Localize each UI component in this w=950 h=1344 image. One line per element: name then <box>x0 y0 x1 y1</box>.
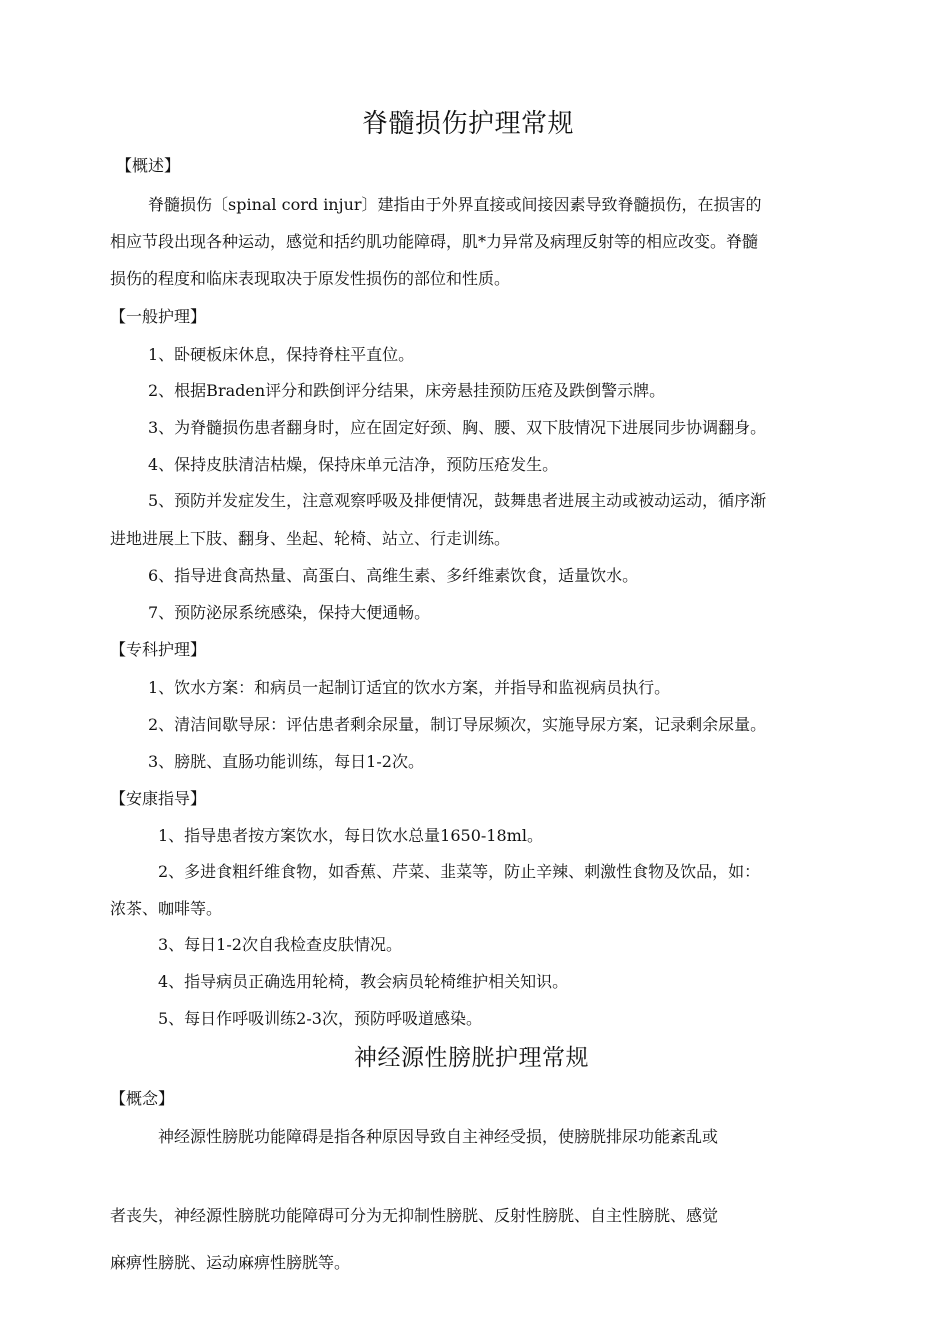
list-item: 3、每日1-2次自我检查皮肤情况。 <box>158 935 402 954</box>
list-item: 6、指导进食高热量、高蛋白、高维生素、多纤维素饮食，适量饮水。 <box>148 566 639 585</box>
list-item: 7、预防泌尿系统感染，保持大便通畅。 <box>148 603 431 622</box>
section-heading-overview: 【概述】 <box>116 156 181 175</box>
paragraph-line: 相应节段出现各种运动，感觉和括约肌功能障碍，肌*力异常及病理反射等的相应改变。脊髓 <box>110 232 759 251</box>
page-title: 脊髓损伤护理常规 <box>362 109 575 139</box>
list-item: 1、饮水方案：和病员一起制订适宜的饮水方案，并指导和监视病员执行。 <box>148 678 671 697</box>
paragraph-line: 麻痹性膀胱、运动麻痹性膀胱等。 <box>110 1253 351 1272</box>
section-title: 神经源性膀胱护理常规 <box>354 1045 589 1071</box>
list-item: 4、保持皮肤清洁枯燥，保持床单元洁净，预防压疮发生。 <box>148 455 559 474</box>
section-heading-health-guidance: 【安康指导】 <box>110 789 207 808</box>
list-item: 2、多进食粗纤维食物，如香蕉、芹菜、韭菜等，防止辛辣、刺激性食物及饮品，如： <box>158 862 761 881</box>
list-item-continuation: 浓茶、咖啡等。 <box>110 899 223 918</box>
section-heading-general-care: 【一般护理】 <box>110 307 207 326</box>
paragraph-line: 脊髓损伤〔spinal cord injur〕建指由于外界直接或间接因素导致脊髓损伤，在损害的 <box>148 195 762 214</box>
list-item: 1、指导患者按方案饮水，每日饮水总量1650-18ml。 <box>158 826 543 845</box>
paragraph-line: 者丧失，神经源性膀胱功能障碍可分为无抑制性膀胱、反射性膀胱、自主性膀胱、感觉 <box>110 1206 719 1225</box>
list-item: 2、根据Braden评分和跌倒评分结果，床旁悬挂预防压疮及跌倒警示牌。 <box>148 381 666 400</box>
list-item: 3、为脊髓损伤患者翻身时，应在固定好颈、胸、腰、双下肢情况下进展同步协调翻身。 <box>148 418 767 437</box>
paragraph-line: 神经源性膀胱功能障碍是指各种原因导致自主神经受损，使膀胱排尿功能紊乱或 <box>158 1127 719 1146</box>
list-item-continuation: 进地进展上下肢、翻身、坐起、轮椅、站立、行走训练。 <box>110 529 511 548</box>
section-heading-concept: 【概念】 <box>110 1089 175 1108</box>
paragraph-line: 损伤的程度和临床表现取决于原发性损伤的部位和性质。 <box>110 269 511 288</box>
section-heading-special-care: 【专科护理】 <box>110 640 207 659</box>
list-item: 4、指导病员正确选用轮椅，教会病员轮椅维护相关知识。 <box>158 972 569 991</box>
list-item: 5、每日作呼吸训练2-3次，预防呼吸道感染。 <box>158 1009 482 1028</box>
list-item: 3、膀胱、直肠功能训练，每日1-2次。 <box>148 752 424 771</box>
list-item: 1、卧硬板床休息，保持脊柱平直位。 <box>148 345 415 364</box>
list-item: 2、清洁间歇导尿：评估患者剩余尿量，制订导尿频次，实施导尿方案，记录剩余尿量。 <box>148 715 767 734</box>
list-item: 5、预防并发症发生，注意观察呼吸及排便情况，鼓舞患者进展主动或被动运动，循序渐 <box>148 491 767 510</box>
